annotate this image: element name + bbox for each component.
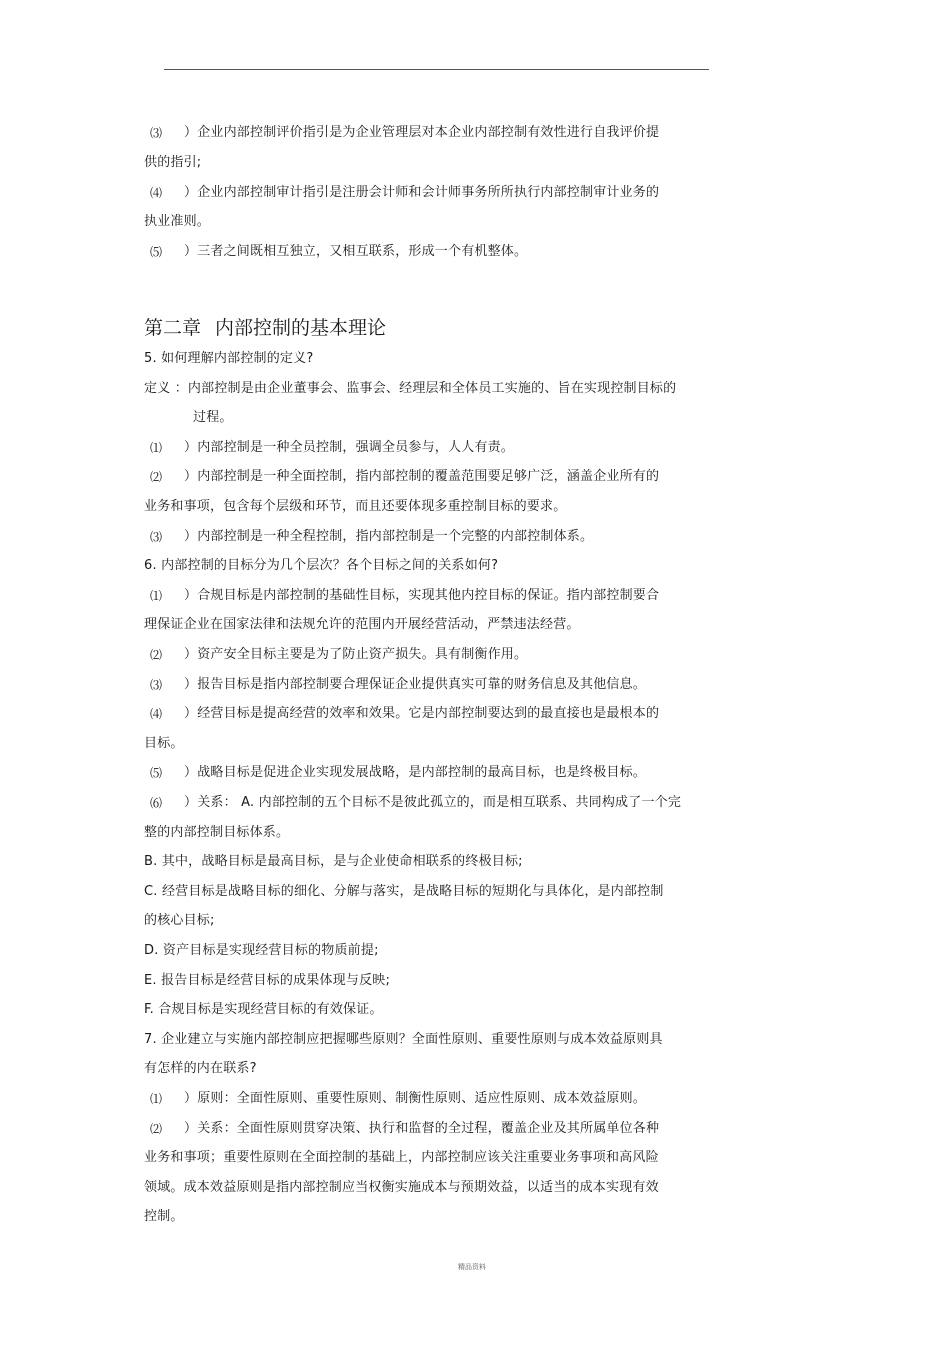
item-number: ⑷ bbox=[150, 707, 163, 722]
text-line: 控制。 bbox=[144, 1209, 184, 1225]
text-line: C. 经营目标是战略目标的细化、分解与落实，是战略目标的短期化与具体化，是内部控制 bbox=[144, 883, 664, 899]
item-number: ⑷ bbox=[150, 185, 163, 200]
text-line: ）三者之间既相互独立，又相互联系，形成一个有机整体。 bbox=[184, 244, 528, 259]
text-line: ）合规目标是内部控制的基础性目标，实现其他内控目标的保证。指内部控制要合 bbox=[184, 587, 660, 603]
text-line: 7. 企业建立与实施内部控制应把握哪些原则？全面性原则、重要性原则与成本效益原则具 bbox=[144, 1031, 663, 1047]
text-line: ）内部控制是一种全程控制，指内部控制是一个完整的内部控制体系。 bbox=[184, 528, 594, 544]
text-line: 定义 ：内部控制是由企业董事会、监事会、经理层和全体员工实施的、旨在实现控制目标的 bbox=[144, 380, 677, 396]
text-line: ）关系：全面性原则贯穿决策、执行和监督的全过程，覆盖企业及其所属单位各种 bbox=[184, 1120, 660, 1136]
text-line: 6. 内部控制的目标分为几个层次？各个目标之间的关系如何? bbox=[144, 558, 499, 574]
item-number: ⑶ bbox=[150, 126, 163, 140]
text-line: ）企业内部控制审计指引是注册会计师和会计师事务所所执行内部控制审计业务的 bbox=[184, 184, 660, 200]
text-line: 有怎样的内在联系? bbox=[144, 1061, 257, 1077]
text-line: D. 资产目标是实现经营目标的物质前提; bbox=[144, 943, 379, 958]
item-number: ⑸ bbox=[150, 766, 163, 781]
text-line: ）资产安全目标主要是为了防止资产损失。具有制衡作用。 bbox=[184, 647, 528, 662]
text-line: 的核心目标; bbox=[144, 913, 215, 929]
text-line: ）原则：全面性原则、重要性原则、制衡性原则、适应性原则、成本效益原则。 bbox=[184, 1091, 647, 1106]
item-number: ⑶ bbox=[150, 529, 163, 544]
text-line: 过程。 bbox=[193, 410, 233, 426]
text-line: 整的内部控制目标体系。 bbox=[144, 824, 290, 840]
item-number: ⑴ bbox=[150, 588, 163, 603]
text-line: ）企业内部控制评价指引是为企业管理层对本企业内部控制有效性进行自我评价提 bbox=[184, 125, 660, 140]
chapter-number: 第二章 bbox=[144, 317, 202, 339]
text-line: ）经营目标是提高经营的效率和效果。它是内部控制要达到的最直接也是最根本的 bbox=[184, 706, 660, 722]
text-line: 目标。 bbox=[144, 735, 184, 751]
item-number: ⑵ bbox=[150, 470, 163, 485]
header-rule bbox=[164, 69, 709, 70]
item-number: ⑹ bbox=[150, 796, 163, 810]
text-line: 理保证企业在国家法律和法规允许的范围内开展经营活动，严禁违法经营。 bbox=[144, 617, 580, 633]
item-number: ⑶ bbox=[150, 677, 163, 692]
text-line: 执业准则。 bbox=[144, 214, 211, 230]
item-number: ⑵ bbox=[150, 648, 163, 662]
text-line: 领域。成本效益原则是指内部控制应当权衡实施成本与预期效益，以适当的成本实现有效 bbox=[144, 1179, 659, 1195]
item-number: ⑵ bbox=[150, 1121, 163, 1136]
text-line: ）报告目标是指内部控制要合理保证企业提供真实可靠的财务信息及其他信息。 bbox=[184, 676, 647, 692]
item-number: ⑴ bbox=[150, 1092, 163, 1106]
text-line: E. 报告目标是经营目标的成果体现与反映; bbox=[144, 972, 391, 988]
text-line: 供的指引; bbox=[144, 154, 202, 170]
footer-note: 精品资料 bbox=[458, 1263, 486, 1271]
chapter-heading bbox=[144, 316, 386, 340]
text-line: ）战略目标是促进企业实现发展战略，是内部控制的最高目标，也是终极目标。 bbox=[184, 765, 647, 781]
text-line: B. 其中，战略目标是最高目标，是与企业使命相联系的终极目标; bbox=[144, 854, 523, 870]
text-line: 业务和事项；重要性原则在全面控制的基础上，内部控制应该关注重要业务事项和高风险 bbox=[144, 1150, 659, 1166]
text-line: ）内部控制是一种全员控制，强调全员参与，人人有责。 bbox=[184, 439, 515, 455]
text-line: ）关系： A. 内部控制的五个目标不是彼此孤立的，而是相互联系、共同构成了一个完 bbox=[184, 795, 682, 810]
text-line: 业务和事项，包含每个层级和环节，而且还要体现多重控制目标的要求。 bbox=[144, 499, 567, 514]
text-line: 5. 如何理解内部控制的定义? bbox=[144, 351, 314, 366]
text-line: F. 合规目标是实现经营目标的有效保证。 bbox=[144, 1002, 383, 1018]
text-line: ）内部控制是一种全面控制，指内部控制的覆盖范围要足够广泛，涵盖企业所有的 bbox=[184, 469, 660, 485]
item-number: ⑴ bbox=[150, 440, 163, 455]
chapter-title: 内部控制的基本理论 bbox=[215, 317, 387, 339]
item-number: ⑸ bbox=[150, 245, 163, 259]
